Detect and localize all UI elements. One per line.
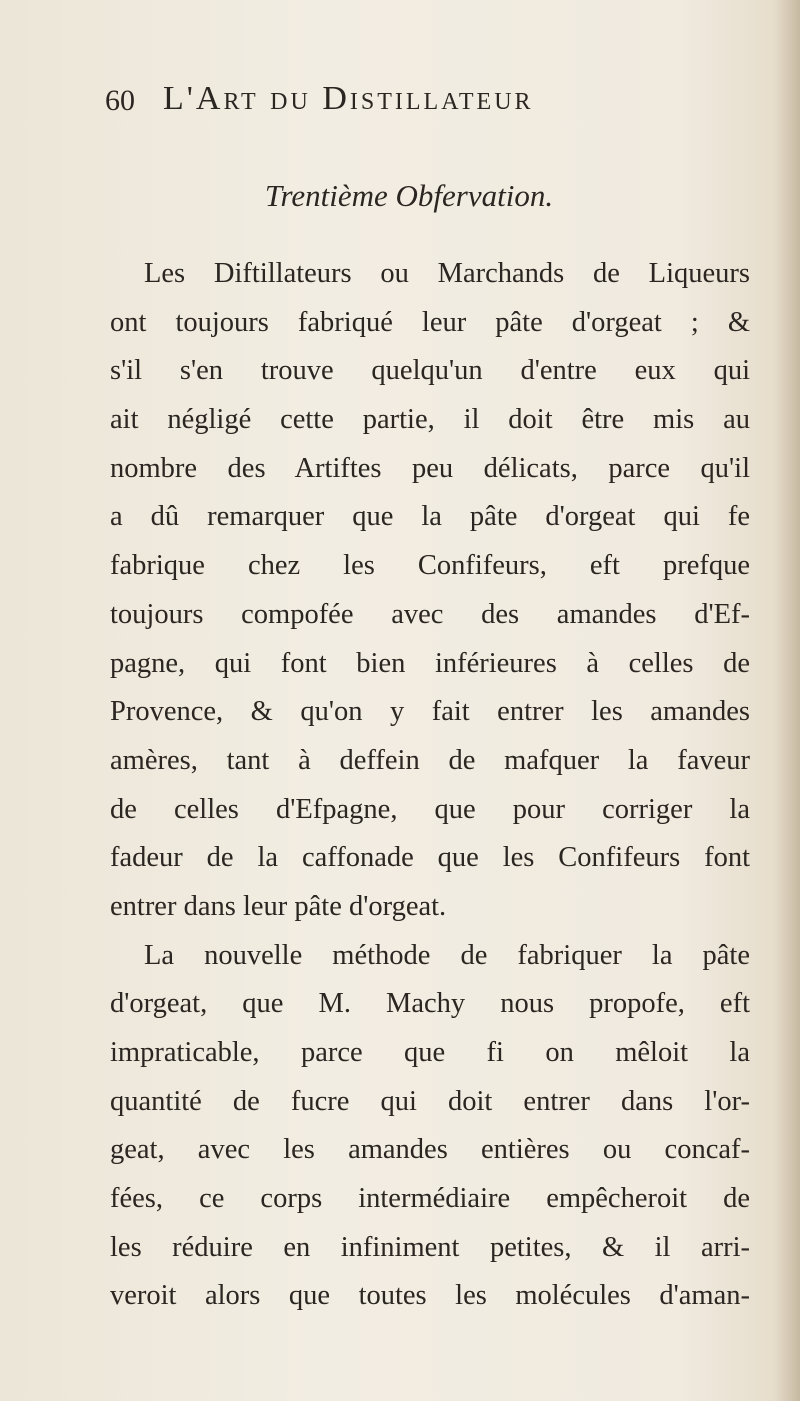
text-line: impraticable, parce que fi on mêloit la: [110, 1037, 750, 1068]
text-line: Les Diftillateurs ou Marchands de Liqueurs: [144, 258, 750, 289]
text-line: pagne, qui font bien inférieures à celles de: [110, 647, 750, 679]
body-text: [110, 250, 750, 1321]
text-line: nombre des Artiftes peu délicats, parce qu'il: [110, 452, 750, 484]
text-line: ait négligé cette partie, il doit être mis au: [110, 404, 750, 436]
text-line: a dû remarquer que la pâte d'orgeat qui fe: [110, 501, 750, 533]
text-line: Provence, & qu'on y fait entrer les amandes: [110, 696, 750, 728]
section-title: [0, 178, 800, 214]
text-line: La nouvelle méthode de fabriquer la pâte: [144, 939, 750, 971]
text-line: fabrique chez les Confifeurs, eft prefque: [110, 550, 750, 582]
text-line: quantité de fucre qui doit entrer dans l'or-: [110, 1085, 750, 1117]
section-title-text: Trentième Obfervation.: [264, 178, 554, 213]
text-line: fadeur de la caffonade que les Confifeurs font: [110, 842, 750, 874]
text-line: fées, ce corps intermédiaire empêcheroit de: [110, 1183, 750, 1215]
text-line: ont toujours fabriqué leur pâte d'orgeat ; &: [110, 306, 750, 338]
text-line: toujours compofée avec des amandes d'Ef-: [110, 598, 750, 630]
text-line: s'il s'en trouve quelqu'un d'entre eux qui: [110, 355, 750, 387]
text-line: amères, tant à deffein de mafquer la faveur: [110, 744, 750, 776]
text-line: de celles d'Efpagne, que pour corriger la: [110, 793, 750, 825]
text-line: d'orgeat, que M. Machy nous propofe, eft: [110, 988, 750, 1020]
running-head: [105, 80, 765, 128]
running-title: L'Art du Distillateur: [163, 80, 534, 117]
text-line: les réduire en infiniment petites, & il arri-: [110, 1231, 750, 1263]
text-line: veroit alors que toutes les molécules d'aman-: [110, 1280, 750, 1312]
text-line: entrer dans leur pâte d'orgeat.: [110, 890, 447, 922]
page-number: 60: [105, 84, 135, 117]
text-line: geat, avec les amandes entières ou concaf-: [110, 1134, 750, 1166]
